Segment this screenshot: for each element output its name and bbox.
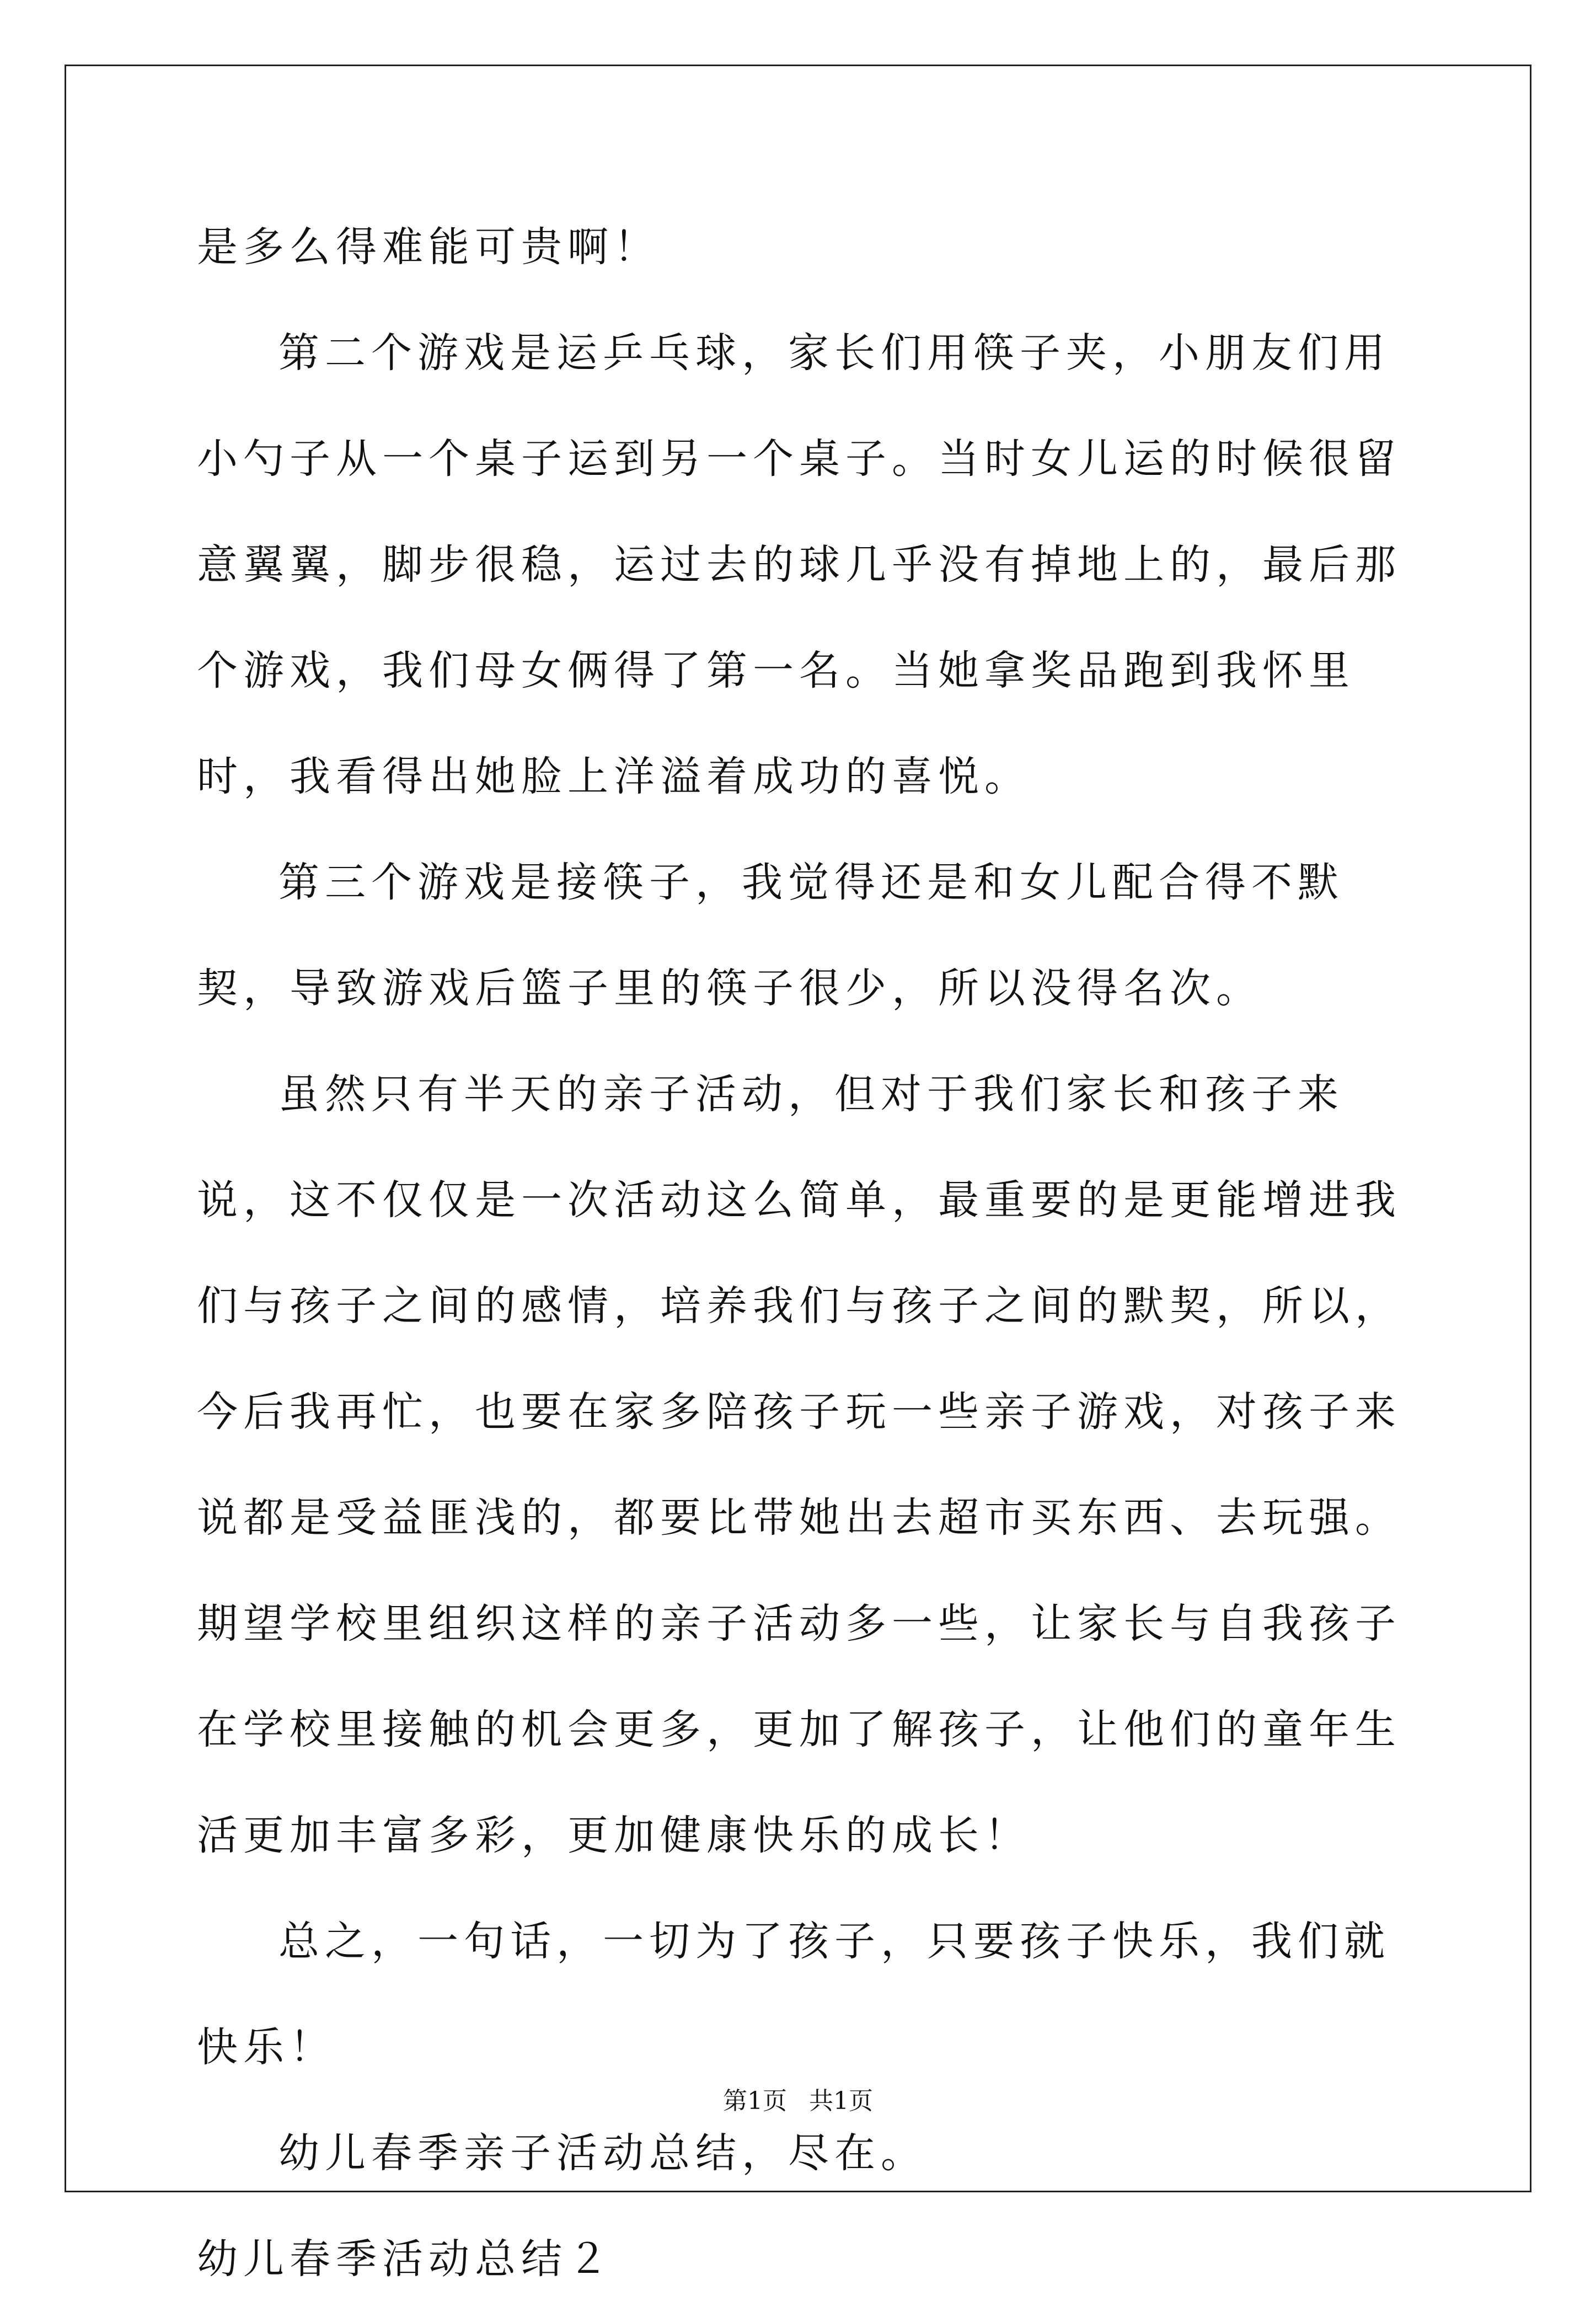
- paragraph-5: 总之，一句话，一切为了孩子，只要孩子快乐，我们就快乐！: [197, 1918, 1390, 2071]
- paragraph-6: 幼儿春季亲子活动总结，尽在。: [279, 2129, 927, 2177]
- section-heading: 幼儿春季活动总结２: [197, 2235, 614, 2283]
- page-total: 共1页: [809, 2087, 873, 2115]
- paragraph-2: 第二个游戏是运乒乓球，家长们用筷子夹，小朋友们用小勺子从一个桌子运到另一个桌子。当时女儿运的时候很留意翼翼，脚步很稳，运过去的球几乎没有掉地上的，最后那个游戏，我们母女俩得了第一名。当她拿奖品跑到我怀里时，我看得出她脸上洋溢着成功的喜悦。: [197, 329, 1401, 800]
- document-body: [197, 194, 1432, 2312]
- page-number: 第1页: [723, 2087, 787, 2115]
- paragraph-4: 虽然只有半天的亲子活动，但对于我们家长和孩子来说，这不仅仅是一次活动这么简单，最重要的是更能增进我们与孩子之间的感情，培养我们与孩子之间的默契，所以，今后我再忙，也要在家多陪孩子玩一些亲子游戏，对孩子来说都是受益匪浅的，都要比带她出去超市买东西、去玩强。期望学校里组织这样的亲子活动多一些，让家长与自我孩子在学校里接触的机会更多，更加了解孩子，让他们的童年生活更加丰富多彩，更加健康快乐的成长！: [197, 1071, 1401, 1859]
- paragraph-1: 是多么得难能可贵啊！: [197, 223, 660, 271]
- paragraph-3: 第三个游戏是接筷子，我觉得还是和女儿配合得不默契，导致游戏后篮子里的筷子很少，所以没得名次。: [197, 859, 1344, 1012]
- page-footer: [0, 2085, 1596, 2118]
